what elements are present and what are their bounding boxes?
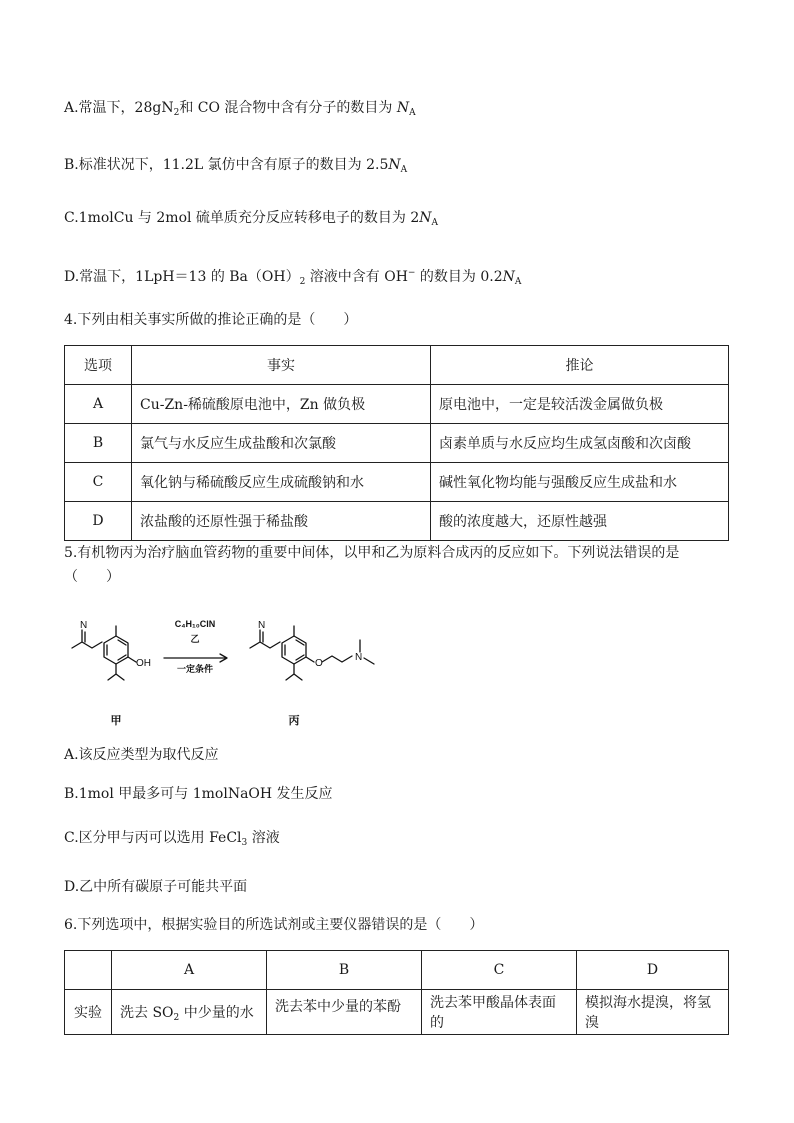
inference-cell: 卤素单质与水反应均生成氢卤酸和次卤酸 bbox=[431, 424, 729, 463]
option-cell: C bbox=[65, 463, 132, 502]
header-b: B bbox=[267, 951, 422, 990]
cell-a: 洗去 $SO_2$ 中少量的水 bbox=[112, 990, 267, 1035]
header-d: D bbox=[577, 951, 729, 990]
oh-label: OH bbox=[136, 658, 151, 669]
option-cell: D bbox=[65, 502, 132, 541]
o-label: O bbox=[315, 658, 323, 669]
table-header-row bbox=[65, 951, 729, 990]
header-a: A bbox=[112, 951, 267, 990]
n-label-right: N bbox=[258, 620, 266, 631]
q5-option-a: A.该反应类型为取代反应 bbox=[64, 747, 219, 763]
option-cell: B bbox=[65, 424, 132, 463]
q3-option-a: A.常温下，$28gN_2$和 CO 混合物中含有分子的数目为 $N_A$ bbox=[64, 100, 416, 118]
row-label-experiment: 实验 bbox=[65, 990, 112, 1035]
cell-d: 模拟海水提溴，将氢溴 bbox=[577, 990, 729, 1035]
q3-option-b: B.标准状况下，11.2L 氯仿中含有原子的数目为 $2.5N_A$ bbox=[64, 157, 408, 175]
q5-option-c: C.区分甲与丙可以选用 FeCl$_3$ 溶液 bbox=[64, 830, 280, 848]
label-jia: 甲 bbox=[110, 714, 122, 727]
q4-stem: 4.下列由相关事实所做的推论正确的是（ ） bbox=[64, 312, 358, 328]
acetamide-group-right bbox=[250, 630, 280, 648]
fact-cell: Cu-Zn-稀硫酸原电池中，Zn 做负极 bbox=[132, 385, 431, 424]
header-c: C bbox=[422, 951, 577, 990]
q4-table bbox=[64, 345, 729, 541]
fact-cell: 氧化钠与稀硫酸反应生成硫酸钠和水 bbox=[132, 463, 431, 502]
q3-option-c: C.1molCu 与 2mol 硫单质充分反应转移电子的数目为 $2N_A$ bbox=[64, 210, 439, 228]
q3-option-d: D.常温下，1LpH＝13 的 $Ba(OH)_2$ 溶液中含有 OH− 的数目为 $0.2N_A$ bbox=[64, 268, 522, 287]
inference-cell: 原电池中，一定是较活泼金属做负极 bbox=[431, 385, 729, 424]
q5-option-d: D.乙中所有碳原子可能共平面 bbox=[64, 879, 248, 895]
table-row bbox=[65, 502, 729, 541]
option-cell: A bbox=[65, 385, 132, 424]
ethoxy-chain bbox=[322, 656, 352, 662]
header-option: 选项 bbox=[65, 346, 132, 385]
isopropyl-right bbox=[286, 664, 302, 680]
n-label-amine: N bbox=[355, 652, 363, 663]
table-header-row bbox=[65, 346, 729, 385]
reagent-name: 乙 bbox=[190, 634, 200, 644]
table-row bbox=[65, 990, 729, 1035]
reaction-scheme bbox=[64, 600, 404, 730]
reagent-formula: C₄H₁₀ClN bbox=[174, 619, 216, 629]
cell-c: 洗去苯甲酸晶体表面的 bbox=[422, 990, 577, 1035]
header-fact: 事实 bbox=[132, 346, 431, 385]
acetamide-group-left bbox=[72, 630, 102, 648]
table-row bbox=[65, 463, 729, 502]
table-row bbox=[65, 424, 729, 463]
header-inference: 推论 bbox=[431, 346, 729, 385]
isopropyl-left bbox=[108, 664, 124, 680]
fact-cell: 浓盐酸的还原性强于稀盐酸 bbox=[132, 502, 431, 541]
cell-b: 洗去苯中少量的苯酚 bbox=[267, 990, 422, 1035]
fact-cell: 氯气与水反应生成盐酸和次氯酸 bbox=[132, 424, 431, 463]
q6-stem: 6.下列选项中，根据实验目的所选试剂或主要仪器错误的是（ ） bbox=[64, 917, 484, 933]
label-bing: 丙 bbox=[288, 714, 300, 727]
reaction-condition: 一定条件 bbox=[176, 664, 214, 674]
inference-cell: 酸的浓度越大，还原性越强 bbox=[431, 502, 729, 541]
q5-option-b: B.1mol 甲最多可与 1molNaOH 发生反应 bbox=[64, 786, 333, 802]
q6-table bbox=[64, 950, 729, 1035]
inference-cell: 碱性氧化物均能与强酸反应生成盐和水 bbox=[431, 463, 729, 502]
q5-stem-line2: （ ） bbox=[64, 569, 120, 585]
q5-stem-line1: 5.有机物丙为治疗脑血管药物的重要中间体，以甲和乙为原料合成丙的反应如下。下列说法错误的是 bbox=[64, 545, 680, 561]
table-row bbox=[65, 385, 729, 424]
n-label-left: N bbox=[80, 620, 88, 631]
header-empty bbox=[65, 951, 112, 990]
